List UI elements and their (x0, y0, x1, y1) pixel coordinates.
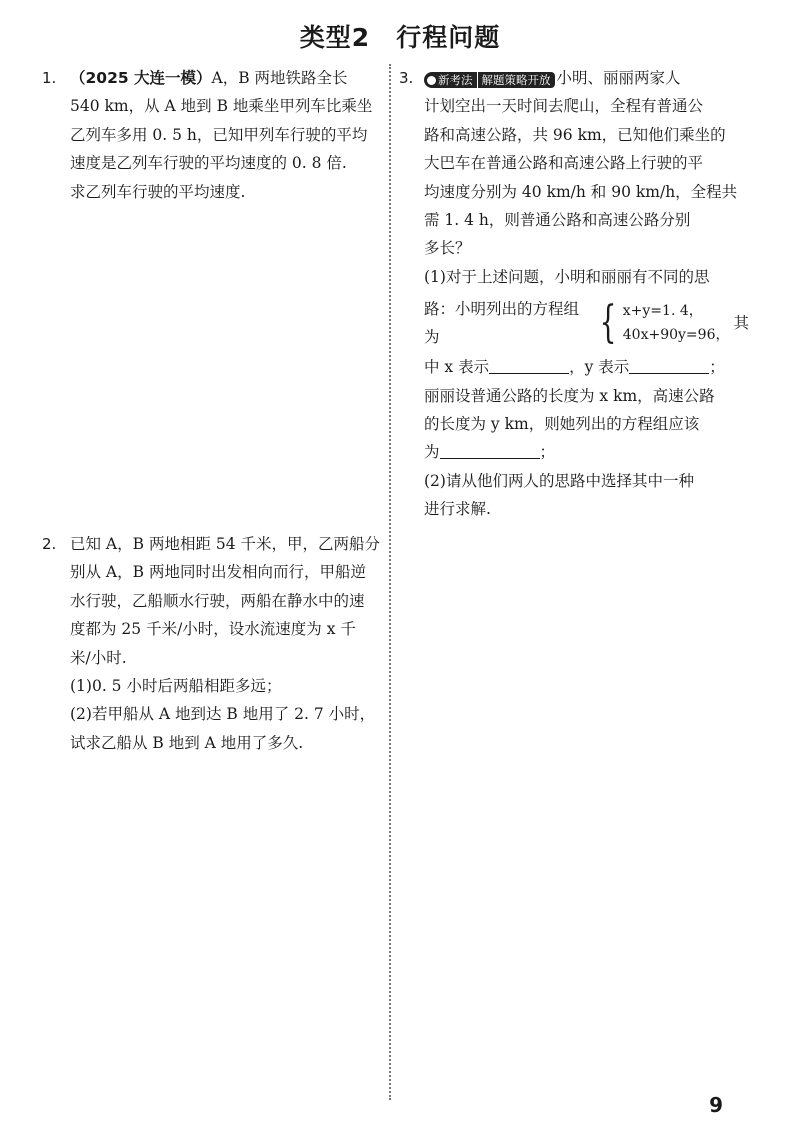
question-1 (42, 64, 378, 206)
answer-blank-system[interactable] (440, 440, 540, 459)
question-line: 速度是乙列车行驶的平均速度的 0. 8 倍. (70, 154, 347, 173)
brace: { (599, 297, 617, 349)
question-line: 别从 A，B 两地同时出发相向而行，甲船逆 (70, 563, 366, 582)
question-3 (399, 64, 749, 524)
question-line: 均速度分别为 40 km/h 和 90 km/h，全程共 (424, 182, 738, 201)
question-line: （2025 大连一模）A，B 两地铁路全长 (70, 69, 348, 87)
section-title (0, 18, 800, 54)
question-line: 新考法 解题策略开放 小明、丽丽两家人 (424, 64, 749, 92)
sub-question-2: (2)请从他们两人的思路中选择其中一种 (424, 471, 694, 490)
question-number: 3. (399, 69, 414, 87)
question-line: 中 x 表示 ，y 表示 ； (424, 353, 749, 381)
question-line: 路和高速公路，共 96 km，已知他们乘坐的 (424, 125, 726, 144)
question-line: 米/小时. (70, 648, 127, 667)
question-number: 2. (42, 535, 57, 553)
sub-question-2: (2)若甲船从 A 地到达 B 地用了 2. 7 小时， (70, 705, 376, 724)
question-line: 大巴车在普通公路和高速公路上行驶的平 (424, 154, 704, 173)
answer-blank-y[interactable] (629, 355, 709, 374)
question-source: （2025 大连一模） (70, 69, 212, 87)
question-line: 需 1. 4 h，则普通公路和高速公路分别 (424, 211, 691, 230)
question-line: 的长度为 y km，则她列出的方程组应该 (424, 415, 700, 434)
section-name: 行程问题 (396, 23, 501, 52)
question-line: 求乙列车行驶的平均速度. (70, 182, 246, 201)
question-line: 丽丽设普通公路的长度为 x km，高速公路 (424, 386, 715, 405)
answer-blank-x[interactable] (489, 355, 569, 374)
tag-new-method: 新考法 (424, 72, 477, 88)
question-line: 度都为 25 千米/小时，设水流速度为 x 千 (70, 620, 356, 639)
question-line: 试求乙船从 B 地到 A 地用了多久. (70, 733, 304, 752)
question-number: 1. (42, 69, 57, 87)
question-line: 540 km，从 A 地到 B 地乘坐甲列车比乘坐 (70, 97, 373, 116)
question-line: 计划空出一天时间去爬山，全程有普通公 (424, 97, 704, 116)
equation-2: 40x+90y=96， (622, 327, 730, 344)
question-line: 已知 A，B 两地相距 54 千米，甲，乙两船分 (70, 535, 381, 553)
question-line: 为 ； (424, 438, 749, 466)
page-number: 9 (709, 1093, 723, 1117)
question-line: 多长？ (424, 239, 471, 258)
tag-open-strategy: 解题策略开放 (478, 72, 555, 88)
section-type: 类型2 (299, 23, 371, 52)
question-2 (42, 530, 381, 757)
question-line: 乙列车多用 0. 5 h，已知甲列车行驶的平均 (70, 125, 368, 144)
question-line: 进行求解. (424, 500, 491, 519)
column-divider (389, 64, 391, 1100)
lightbulb-icon (427, 76, 436, 85)
question-tags (424, 72, 555, 88)
equation-system (623, 299, 730, 347)
sub-question-1: (1)对于上述问题，小明和丽丽有不同的思 (424, 267, 710, 286)
equation-line: 路：小明列出的方程组为 { x+y=1. 4， 40x+90y=96， 其 (424, 297, 749, 349)
question-line: 水行驶，乙船顺水行驶，两船在静水中的速 (70, 591, 365, 610)
equation-1: x+y=1. 4， (622, 303, 703, 320)
sub-question-1: (1)0. 5 小时后两船相距多远； (70, 677, 282, 696)
